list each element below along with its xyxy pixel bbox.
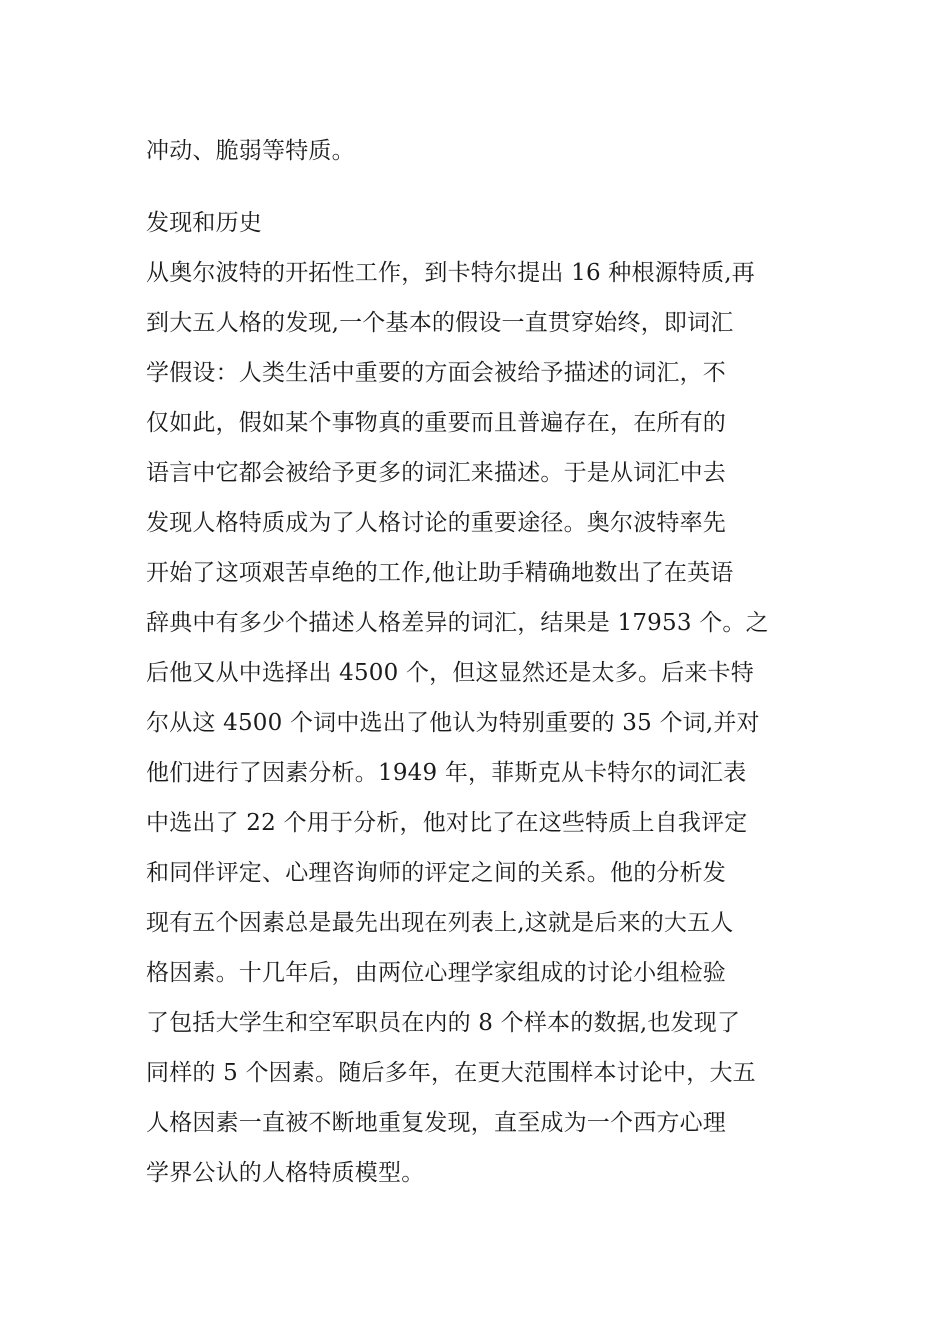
paragraph-line: 发现人格特质成为了人格讨论的重要途径。奥尔波特率先 bbox=[146, 510, 726, 536]
paragraph-line: 格因素。十几年后，由两位心理学家组成的讨论小组检验 bbox=[146, 960, 726, 986]
paragraph-line: 学界公认的人格特质模型。 bbox=[146, 1160, 425, 1186]
paragraph-line: 仅如此，假如某个事物真的重要而且普遍存在，在所有的 bbox=[146, 410, 726, 436]
paragraph-line: 中选出了 22 个用于分析，他对比了在这些特质上自我评定 bbox=[146, 810, 748, 836]
paragraph-line: 他们进行了因素分析。1949 年，菲斯克从卡特尔的词汇表 bbox=[146, 760, 747, 786]
lead-line: 冲动、脆弱等特质。 bbox=[146, 138, 355, 164]
paragraph-line: 从奥尔波特的开拓性工作，到卡特尔提出 16 种根源特质,再 bbox=[146, 260, 755, 286]
section-heading-block bbox=[146, 198, 826, 248]
paragraph-line: 人格因素一直被不断地重复发现，直至成为一个西方心理 bbox=[146, 1110, 726, 1136]
paragraph-line: 现有五个因素总是最先出现在列表上,这就是后来的大五人 bbox=[146, 910, 734, 936]
paragraph-line: 语言中它都会被给予更多的词汇来描述。于是从词汇中去 bbox=[146, 460, 726, 486]
section-heading: 发现和历史 bbox=[146, 210, 262, 236]
paragraph-line: 尔从这 4500 个词中选出了他认为特别重要的 35 个词,并对 bbox=[146, 710, 760, 736]
paragraph-line: 同样的 5 个因素。随后多年，在更大范围样本讨论中，大五 bbox=[146, 1060, 756, 1086]
paragraph-line: 学假设：人类生活中重要的方面会被给予描述的词汇，不 bbox=[146, 360, 726, 386]
paragraph-line: 和同伴评定、心理咨询师的评定之间的关系。他的分析发 bbox=[146, 860, 726, 886]
paragraph-line: 到大五人格的发现,一个基本的假设一直贯穿始终，即词汇 bbox=[146, 310, 734, 336]
paragraph-line: 辞典中有多少个描述人格差异的词汇，结果是 17953 个。之 bbox=[146, 610, 769, 636]
paragraph-line: 了包括大学生和空军职员在内的 8 个样本的数据,也发现了 bbox=[146, 1010, 741, 1036]
paragraph-line: 开始了这项艰苦卓绝的工作,他让助手精确地数出了在英语 bbox=[146, 560, 734, 586]
paragraph-line: 后他又从中选择出 4500 个，但这显然还是太多。后来卡特 bbox=[146, 660, 754, 686]
body-paragraph bbox=[146, 248, 826, 1198]
lead-text bbox=[146, 126, 826, 176]
